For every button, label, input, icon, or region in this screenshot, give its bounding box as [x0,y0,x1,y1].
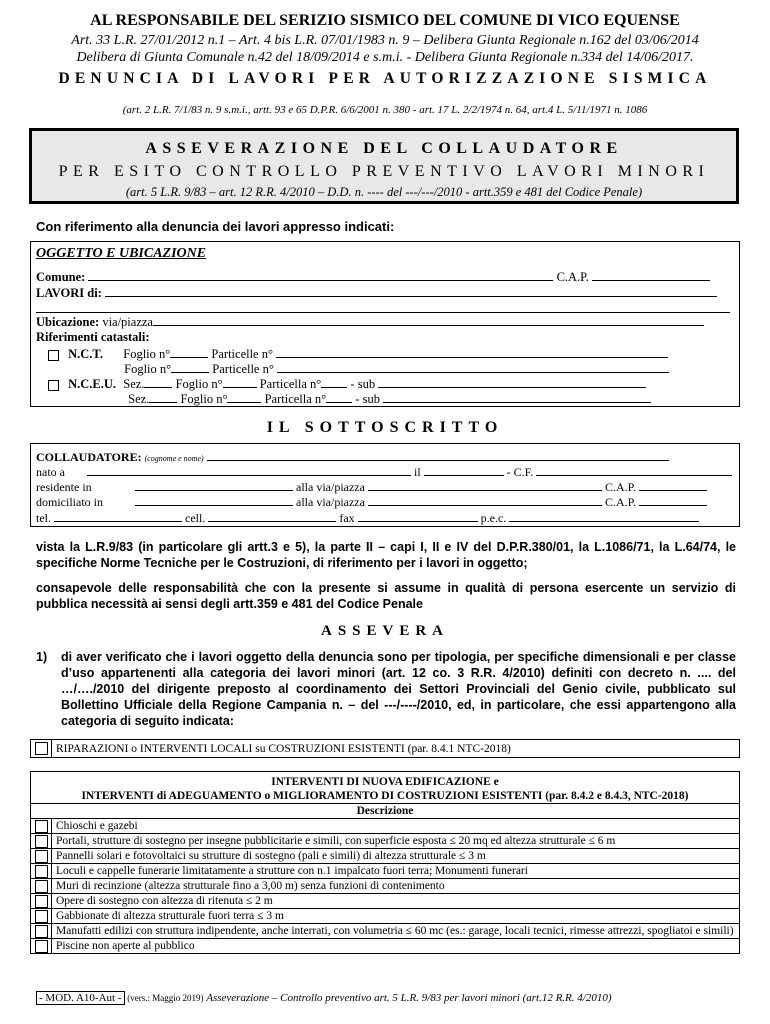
row-check-cell [31,849,52,864]
sub-field-2[interactable] [383,391,651,403]
table-descr-row [31,804,740,819]
cf-label: - C.F. [506,465,534,479]
table-row [31,939,740,954]
particelle-label-2: Particelle n° [212,362,274,376]
row-checkbox[interactable] [35,895,48,908]
row-label: Gabbionate di altezza strutturale fuori terra ≤ 3 m [52,909,740,924]
residente-via-label: alla via/piazza [296,480,365,494]
assevera-heading: ASSEVERA [320,623,450,639]
sub-label-2: - sub [355,392,380,406]
nceu-checkbox[interactable] [48,380,59,391]
domiciliato-row [36,494,707,510]
cell-field[interactable] [208,510,336,522]
collaudatore-field[interactable] [207,449,669,461]
row-check-cell [31,819,52,834]
row-checkbox[interactable] [35,820,48,833]
comune-row [36,269,710,285]
fax-label: fax [339,511,355,525]
legal-line-2: Delibera di Giunta Comunale n.42 del 18/09/2014 e s.m.i. - Delibera Giunta Regionale n.334 del 14/06/2017. [76,50,694,65]
row-label: Opere di sostegno con altezza di ritenuta ≤ 2 m [52,894,740,909]
foglio-field[interactable] [170,346,208,358]
particella-field-2[interactable] [326,391,352,403]
nct-row-2 [48,361,669,377]
domiciliato-label: domiciliato in [36,495,103,509]
fax-field[interactable] [358,510,478,522]
row-check-cell [31,864,52,879]
collaudatore-section [30,443,740,527]
foglio-field-2[interactable] [171,361,209,373]
table-row [31,909,740,924]
table-header-line-2: INTERVENTI di ADEGUAMENTO o MIGLIORAMENTO DI COSTRUZIONI ESISTENTI (par. 8.4.2 e 8.4.3, NTC-2018) [81,790,689,802]
row-checkbox[interactable] [35,880,48,893]
collaudatore-label: COLLAUDATORE: [36,450,142,464]
row-checkbox[interactable] [35,850,48,863]
row-check-cell [31,894,52,909]
row-check-cell [31,879,52,894]
oggetto-heading: OGGETTO E UBICAZIONE [36,246,207,261]
sez-label: Sez. [123,377,145,391]
footer [36,992,611,1004]
cap-field[interactable] [592,269,710,281]
particelle-field-2[interactable] [277,361,669,373]
particella-field[interactable] [321,376,347,388]
domiciliato-via-label: alla via/piazza [296,495,365,509]
nct-row-1 [48,346,668,362]
row-check-cell [31,834,52,849]
box-title-line-3: (art. 5 L.R. 9/83 – art. 12 R.R. 4/2010 – D.D. n. ---- del ---/---/2010 - artt.359 e 481 del Codice Penale) [125,185,643,199]
denuncia-references: (art. 2 L.R. 7/1/83 n. 9 s.m.i., artt. 93 e 65 D.P.R. 6/6/2001 n. 380 - art. 17 L. 2/2/1974 n. 64, art.4 L. 5/11/1971 n. 1086 [122,104,648,116]
foglio-field-3[interactable] [223,376,257,388]
row-label: Piscine non aperte al pubblico [52,939,740,954]
sez-field-2[interactable] [149,391,177,403]
nct-label: N.C.T. [68,347,103,361]
item-text: di aver verificato che i lavori oggetto della denuncia sono per tipologia, per specifiche dimensionali e per classe d’uso appartenenti alla categoria dei lavori minori (art. 12 co. 3 R.R. 4/2010) definiti con decreto n. .... del …/…./2010 del dirigente preposto al coordinamento dei Settori Provinciali del Genio civile, pubblicato sul Bollettino Ufficiale della Regione Campania n. – del ---/----/2010, ed, in particolare, che essi appartengono alla categoria di seguito indicata: [61,650,736,728]
particella-label: Particella n° [259,377,322,391]
legal-line-1: Art. 33 L.R. 27/01/2012 n.1 – Art. 4 bis L.R. 07/01/1983 n. 9 – Delibera Giunta Regionale n.162 del 03/06/2014 [71,33,699,48]
residente-row [36,479,707,495]
cf-field[interactable] [536,464,732,476]
foglio-label-2: Foglio n° [124,362,172,376]
domiciliato-cap-field[interactable] [639,494,707,506]
sez-label-2: Sez. [128,392,150,406]
oggetto-section [30,241,740,407]
table-header [31,772,740,804]
sez-field[interactable] [144,376,172,388]
ubicazione-row [36,314,704,330]
lavori-row [36,285,717,301]
residente-via-field[interactable] [368,479,602,491]
table-header-line-1: INTERVENTI DI NUOVA EDIFICAZIONE e [271,776,499,788]
row-label: Pannelli solari e fotovoltaici su strutture di sostegno (pali e simili) di altezza strutturale ≤ 3 m [52,849,740,864]
riparazioni-table [30,739,740,758]
footer-description: Asseverazione – Controllo preventivo art. 5 L.R. 9/83 per lavori minori (art.12 R.R. 4/2010) [206,992,612,1004]
table-row [31,819,740,834]
lavori-field[interactable] [105,285,717,297]
riparazioni-label: RIPARAZIONI o INTERVENTI LOCALI su COSTRUZIONI ESISTENTI (par. 8.4.1 NTC-2018) [52,740,740,758]
table-row [31,834,740,849]
nceu-row-1 [48,376,646,392]
row-checkbox[interactable] [35,910,48,923]
row-check-cell [31,939,52,954]
foglio-label-3: Foglio n° [175,377,223,391]
particella-label-2: Particella n° [264,392,327,406]
table-row [31,879,740,894]
table-descr-header: Descrizione [31,804,740,819]
sub-field[interactable] [378,376,646,388]
box-title-line-2: PER ESITO CONTROLLO PREVENTIVO LAVORI MINORI [58,163,710,180]
contatti-row [36,510,699,526]
row-checkbox[interactable] [35,835,48,848]
comune-label: Comune: [36,270,86,284]
row-label: Manufatti edilizi con struttura indipendente, anche interrati, con volumetria ≤ 60 mc (es.: garage, locali tecnici, rimesse attrezzi, spogliatoi e simili) [52,924,740,939]
row-checkbox[interactable] [35,940,48,953]
residente-label: residente in [36,480,92,494]
assevera-item-1 [36,649,736,729]
intro-text: Con riferimento alla denuncia dei lavori appresso indicati: [36,219,395,234]
tel-label: tel. [36,511,51,525]
row-checkbox[interactable] [35,865,48,878]
residente-cap-field[interactable] [639,479,707,491]
particelle-label: Particelle n° [211,347,273,361]
table-row [31,864,740,879]
recipient-title: AL RESPONSABILE DEL SERIZIO SISMICO DEL COMUNE DI VICO EQUENSE [90,12,680,29]
il-label: il [414,465,421,479]
domiciliato-field[interactable] [135,494,293,506]
table-header-row [31,772,740,804]
particelle-field[interactable] [276,346,668,358]
row-label: Chioschi e gazebi [52,819,740,834]
row-label: Loculi e cappelle funerarie limitatamente a strutture con n.1 impalcato fuori terra; Monumenti funerari [52,864,740,879]
foglio-label-4: Foglio n° [180,392,228,406]
riparazioni-checkbox[interactable] [35,742,48,755]
footer-version: (vers.: Maggio 2019) [127,993,204,1003]
cap-label: C.A.P. [556,270,589,284]
sub-label: - sub [350,377,376,391]
nato-row [36,464,732,480]
denuncia-title: DENUNCIA DI LAVORI PER AUTORIZZAZIONE SISMICA [58,70,712,87]
ubicazione-label: Ubicazione: [36,315,100,329]
riparazioni-row [31,740,740,758]
row-checkbox[interactable] [35,925,48,938]
residente-field[interactable] [135,479,293,491]
row-label: Portali, strutture di sostegno per insegne pubblicitarie e simili, con superficie esposta ≤ 20 mq ed altezza strutturale ≤ 6 m [52,834,740,849]
table-row [31,849,740,864]
domiciliato-cap-label: C.A.P. [604,495,636,509]
comune-field[interactable] [88,269,553,281]
lavori-field-2[interactable] [36,301,730,313]
riparazioni-check-cell [31,740,52,758]
sottoscritto-heading: IL SOTTOSCRITTO [266,419,504,436]
residente-cap-label: C.A.P. [604,480,636,494]
row-check-cell [31,924,52,939]
via-field[interactable] [153,314,704,326]
domiciliato-via-field[interactable] [368,494,602,506]
consapevole-paragraph: consapevole delle responsabilità che con la presente si assume in qualità di persona esercente un servizio di pubblica necessità ai sensi degli artt.359 e 481 del Codice Penale [36,581,736,611]
foglio-label: Foglio n° [123,347,171,361]
nceu-row-2 [48,391,651,407]
legal-references [0,32,770,66]
row-label: Muri di recinzione (altezza strutturale fino a 3,00 m) senza funzioni di contenimento [52,879,740,894]
foglio-field-4[interactable] [227,391,261,403]
pec-field[interactable] [509,510,699,522]
table-row [31,924,740,939]
collaudatore-row [36,449,669,465]
collaudatore-hint: (cognome e nome) [144,454,204,463]
nct-checkbox[interactable] [48,350,59,361]
riferimenti-label: Riferimenti catastali: [36,330,150,344]
il-field[interactable] [424,464,504,476]
table-row [31,894,740,909]
via-label: via/piazza [102,315,153,329]
nato-field[interactable] [87,464,411,476]
cell-label: cell. [185,511,206,525]
nato-label: nato a [36,465,65,479]
pec-label: p.e.c. [480,511,507,525]
tel-field[interactable] [54,510,182,522]
nceu-label: N.C.E.U. [68,377,117,391]
lavori-label: LAVORI di: [36,286,102,300]
item-number: 1) [36,650,48,664]
footer-mod: - MOD. A10-Aut - [36,991,125,1005]
interventi-table [30,771,740,954]
box-title-line-1: ASSEVERAZIONE DEL COLLAUDATORE [145,140,623,157]
asseverazione-title-box [29,128,739,204]
row-check-cell [31,909,52,924]
vista-paragraph: vista la L.R.9/83 (in particolare gli artt.3 e 5), la parte II – capi I, II e IV del D.P.R.380/01, la L.1086/71, la L.64/74, le specifiche Norme Tecniche per le Costruzioni, di riferimento per i lavori in oggetto; [36,540,736,570]
